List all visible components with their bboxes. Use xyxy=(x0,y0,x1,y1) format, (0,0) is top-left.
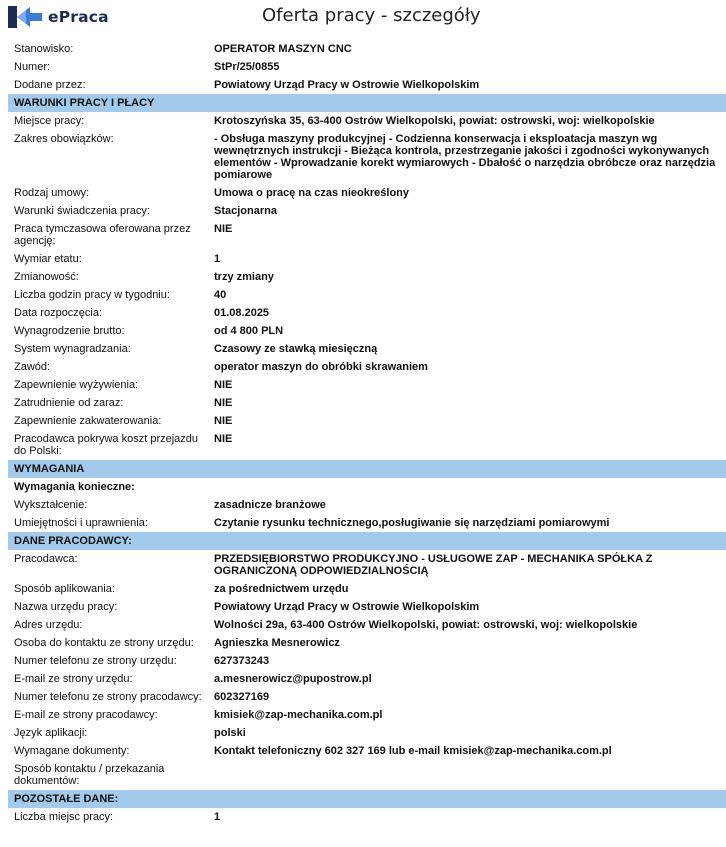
section-warunki xyxy=(8,112,726,460)
detail-row xyxy=(8,808,726,826)
field-value: OPERATOR MASZYN CNC xyxy=(214,43,352,55)
field-label: Numer telefonu ze strony urzędu: xyxy=(14,655,177,667)
detail-row xyxy=(8,598,726,616)
field-label: Numer: xyxy=(14,61,51,73)
field-label: E-mail ze strony pracodawcy: xyxy=(14,709,158,721)
detail-row xyxy=(8,652,726,670)
detail-row xyxy=(8,706,726,724)
field-value: Wolności 29a, 63-400 Ostrów Wielkopolski, powiat: ostrowski, woj: wielkopolskie xyxy=(214,619,638,631)
offer-details xyxy=(8,40,726,826)
detail-row xyxy=(8,220,726,250)
subheading-wymagania-konieczne: Wymagania konieczne: xyxy=(14,481,135,493)
field-label: Data rozpoczęcia: xyxy=(14,307,103,319)
page-title: Oferta pracy - szczegóły xyxy=(262,5,481,26)
detail-row xyxy=(8,250,726,268)
field-value xyxy=(208,760,726,766)
field-value: Stacjonarna xyxy=(214,205,277,217)
field-value: 01.08.2025 xyxy=(214,307,270,319)
field-value: 627373243 xyxy=(214,655,270,667)
detail-row xyxy=(8,580,726,598)
field-value: StPr/25/0855 xyxy=(214,61,280,73)
field-value: zasadnicze branżowe xyxy=(214,499,326,511)
section-header-wymagania: WYMAGANIA xyxy=(8,460,726,478)
field-label: Liczba godzin pracy w tygodniu: xyxy=(14,289,170,301)
field-label: Sposób aplikowania: xyxy=(14,583,115,595)
field-value: Kontakt telefoniczny 602 327 169 lub e-mail kmisiek@zap-mechanika.com.pl xyxy=(214,745,612,757)
field-value: NIE xyxy=(214,379,233,391)
field-label: Zawód: xyxy=(14,361,51,373)
field-label: Wynagrodzenie brutto: xyxy=(14,325,125,337)
field-label: Dodane przez: xyxy=(14,79,86,91)
detail-row xyxy=(8,724,726,742)
field-value: Agnieszka Mesnerowicz xyxy=(214,637,340,649)
detail-row xyxy=(8,130,726,184)
detail-row xyxy=(8,202,726,220)
field-value: Czasowy ze stawką miesięczną xyxy=(214,343,378,355)
detail-row xyxy=(8,394,726,412)
field-label: Zapewnienie wyżywienia: xyxy=(14,379,139,391)
detail-row xyxy=(8,322,726,340)
field-label: E-mail ze strony urzędu: xyxy=(14,673,133,685)
detail-row xyxy=(8,376,726,394)
detail-row xyxy=(8,496,726,514)
field-value: operator maszyn do obróbki skrawaniem xyxy=(214,361,428,373)
detail-row xyxy=(8,742,726,760)
detail-row xyxy=(8,550,726,580)
field-value: NIE xyxy=(214,433,233,445)
detail-row xyxy=(8,412,726,430)
field-label: Praca tymczasowa oferowana przez agencję: xyxy=(14,223,191,247)
detail-row xyxy=(8,760,726,790)
detail-row xyxy=(8,112,726,130)
field-label: Umiejętności i uprawnienia: xyxy=(14,517,148,529)
field-label: Liczba miejsc pracy: xyxy=(14,811,114,823)
field-value: Czytanie rysunku technicznego,posługiwanie się narzędziami pomiarowymi xyxy=(214,517,610,529)
field-label: Zmianowość: xyxy=(14,271,79,283)
field-label: Stanowisko: xyxy=(14,43,74,55)
field-label: Wykształcenie: xyxy=(14,499,88,511)
epraca-logo-icon xyxy=(8,6,44,28)
field-label: Osoba do kontaktu ze strony urzędu: xyxy=(14,637,194,649)
section-header-warunki: WARUNKI PRACY I PŁACY xyxy=(8,94,726,112)
field-label: Zakres obowiązków: xyxy=(14,133,114,145)
detail-row xyxy=(8,616,726,634)
field-value: 602327169 xyxy=(214,691,270,703)
detail-row-numer xyxy=(8,58,726,76)
detail-row xyxy=(8,184,726,202)
detail-row xyxy=(8,340,726,358)
field-value: PRZEDSIĘBIORSTWO PRODUKCYJNO - USŁUGOWE ZAP - MECHANIKA SPÓŁKA Z OGRANICZONĄ ODPOWIEDZIALNOŚCIĄ xyxy=(214,553,653,577)
field-value: Umowa o pracę na czas nieokreślony xyxy=(214,187,410,199)
field-label: Wymiar etatu: xyxy=(14,253,82,265)
field-label: Warunki świadczenia pracy: xyxy=(14,205,150,217)
field-value: Powiatowy Urząd Pracy w Ostrowie Wielkopolskim xyxy=(214,601,480,613)
field-label: Wymagane dokumenty: xyxy=(14,745,130,757)
field-label: Numer telefonu ze strony pracodawcy: xyxy=(14,691,202,703)
section-header-pozostale: POZOSTAŁE DANE: xyxy=(8,790,726,808)
field-label: Pracodawca pokrywa koszt przejazdu do Polski: xyxy=(14,433,199,457)
field-value: Powiatowy Urząd Pracy w Ostrowie Wielkopolskim xyxy=(214,79,480,91)
detail-row xyxy=(8,514,726,532)
field-value: za pośrednictwem urzędu xyxy=(214,583,349,595)
field-value: NIE xyxy=(214,223,233,235)
detail-row xyxy=(8,688,726,706)
field-label: Zatrudnienie od zaraz: xyxy=(14,397,124,409)
detail-row xyxy=(8,670,726,688)
logo-text: ePraca xyxy=(48,8,109,26)
field-value: kmisiek@zap-mechanika.com.pl xyxy=(214,709,383,721)
field-label: System wynagradzania: xyxy=(14,343,131,355)
field-value: a.mesnerowicz@pupostrow.pl xyxy=(214,673,372,685)
detail-row xyxy=(8,286,726,304)
field-value: trzy zmiany xyxy=(214,271,274,283)
detail-row xyxy=(8,430,726,460)
field-value: NIE xyxy=(214,415,233,427)
epraca-logo[interactable] xyxy=(8,5,109,29)
field-value: od 4 800 PLN xyxy=(214,325,284,337)
detail-row xyxy=(8,634,726,652)
detail-row xyxy=(8,304,726,322)
field-label: Adres urzędu: xyxy=(14,619,83,631)
section-wymagania xyxy=(8,496,726,532)
detail-row xyxy=(8,358,726,376)
field-label: Nazwa urzędu pracy: xyxy=(14,601,118,613)
field-label: Rodzaj umowy: xyxy=(14,187,90,199)
field-label: Pracodawca: xyxy=(14,553,78,565)
section-header-pracodawca: DANE PRACODAWCY: xyxy=(8,532,726,550)
field-value: 1 xyxy=(214,811,221,823)
detail-row-dodane-przez xyxy=(8,76,726,94)
field-value: Krotoszyńska 35, 63-400 Ostrów Wielkopolski, powiat: ostrowski, woj: wielkopolskie xyxy=(214,115,655,127)
detail-row xyxy=(8,268,726,286)
field-value: NIE xyxy=(214,397,233,409)
field-value: - Obsługa maszyny produkcyjnej - Codzienna konserwacja i eksploatacja maszyn wg wewnętrznych instrukcji - Bieżąca kontrola, przestrzeganie jakości i zgodności wykonywanych elementów - Wprowadzanie korekt wymiarowych - Dbałość o narzędzia obróbcze oraz narzędzia pomiarowe xyxy=(214,133,716,181)
field-label: Sposób kontaktu / przekazania dokumentów: xyxy=(14,763,165,787)
field-label: Miejsce pracy: xyxy=(14,115,85,127)
field-label: Zapewnienie zakwaterowania: xyxy=(14,415,162,427)
field-value: 1 xyxy=(214,253,221,265)
section-pozostale xyxy=(8,808,726,826)
field-value: 40 xyxy=(214,289,227,301)
detail-row-stanowisko xyxy=(8,40,726,58)
field-label: Język aplikacji: xyxy=(14,727,88,739)
section-pracodawca xyxy=(8,550,726,790)
field-value: polski xyxy=(214,727,246,739)
page-header xyxy=(0,0,726,34)
